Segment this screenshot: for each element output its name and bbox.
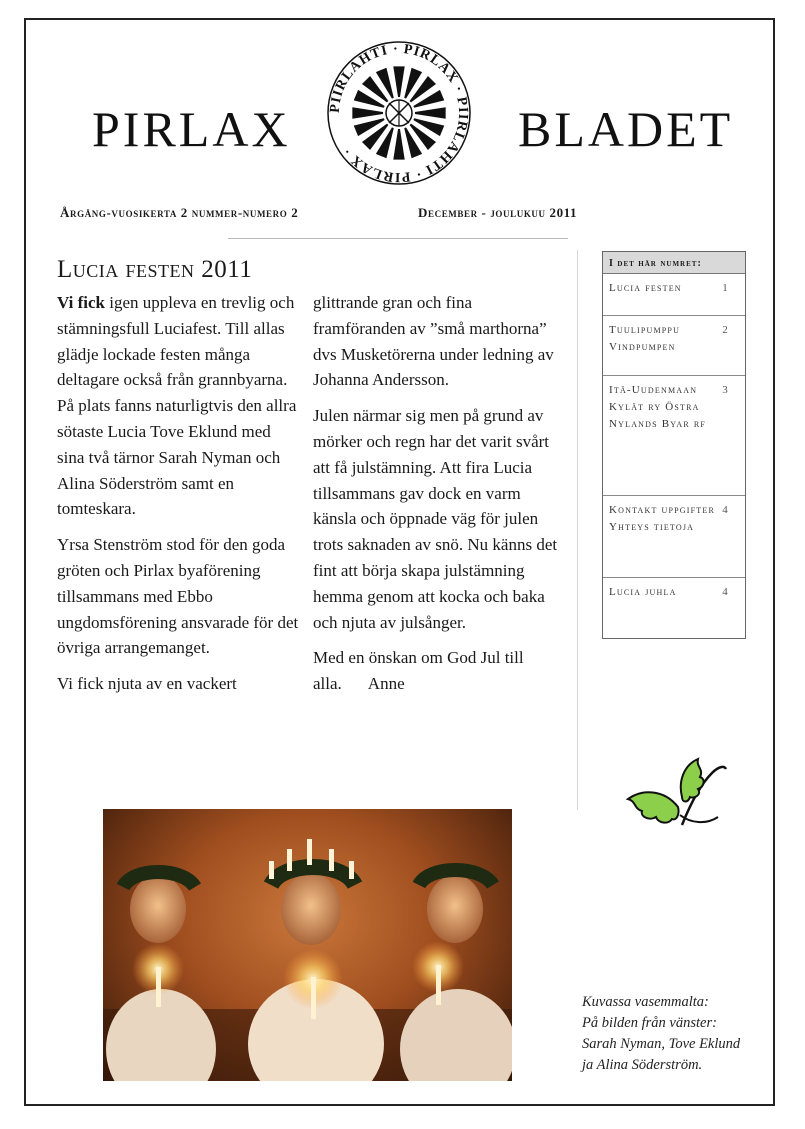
toc-item[interactable]	[603, 274, 745, 316]
article-title: Lucia festen 2011	[57, 256, 253, 283]
toc-item-page: 4	[722, 504, 729, 516]
header-divider	[228, 238, 568, 239]
masthead-left-title: PIRLAX	[92, 101, 291, 157]
issue-date-line: December - joulukuu 2011	[418, 205, 578, 220]
toc-item-page: 4	[722, 586, 729, 598]
article-text: igen uppleva en trevlig och stämningsfull Luciafest. Till allas glädje lockade festen många deltagare också från grannbyarna. På plats fanns naturligtvis den allra sötaste Lucia Tove Eklund med sina två tärnor Sarah Nyman och Alina Söderström samt en tomteskara.	[57, 293, 297, 519]
caption-line: Kuvassa vasemmalta:	[582, 994, 709, 1010]
toc-item-label: Lucia juhla	[609, 586, 677, 598]
article-column-1	[57, 290, 302, 707]
windmill-logo-icon	[326, 40, 472, 186]
toc-item-label: Itä-Uudenmaan Kylät ry Östra Nylands Byar rf	[609, 384, 707, 430]
lucia-photo	[103, 809, 512, 1081]
windmill-blade	[352, 107, 383, 118]
logo-ring-text: PIIRLAHTI · PIRLAX · PIIRLAHTI · PIRLAX ·	[327, 41, 471, 185]
toc-item[interactable]	[603, 496, 745, 578]
article-paragraph: Vi fick njuta av en vackert	[57, 674, 237, 694]
toc-item[interactable]	[603, 578, 745, 638]
lucia-photo-illustration	[103, 809, 512, 1081]
toc-item[interactable]	[603, 376, 745, 496]
toc-item-page: 1	[722, 282, 729, 294]
table-of-contents	[602, 251, 746, 639]
photo-caption	[582, 992, 740, 1076]
article-paragraph: Julen närmar sig men på grund av mörker och regn har det varit svårt att få julstämning. Att fira Lucia tillsammans gav dock en varm känsla och öppnade väg för julen trots saknaden av snö. Nu känns det fint att börja skapa julstämning hemma genom att kocka och baka och njuta av julsånger.	[313, 406, 558, 632]
caption-line: Sarah Nyman, Tove Eklund	[582, 1036, 741, 1052]
toc-item-label: Tuulipumppu Vindpumpen	[609, 324, 681, 353]
column-divider	[577, 250, 578, 810]
article-signoff: Anne	[367, 674, 405, 694]
article-text: Med en önskan om God Jul till alla.	[313, 648, 524, 694]
article-column-2	[313, 290, 565, 707]
caption-line: På bilden från vänster:	[582, 1015, 717, 1031]
caption-line: ja Alina Söderström.	[582, 1057, 703, 1073]
leaf-decoration-icon	[620, 755, 730, 833]
article-lead: Vi fick	[57, 293, 106, 312]
issue-volume-line: Årgång-vuosikerta 2 nummer-numero 2	[60, 205, 299, 220]
windmill-blade	[393, 66, 404, 97]
windmill-blade	[415, 107, 446, 118]
article-paragraph	[57, 290, 302, 522]
toc-item-label: Lucia festen	[609, 282, 682, 294]
article-paragraph: glittrande gran och fina framföranden av ”små marthorna” dvs Musketörerna under ledning av Johanna Andersson.	[313, 293, 554, 390]
masthead-right-title: BLADET	[518, 101, 734, 157]
toc-item-label: Kontakt uppgifter Yhteys tietoja	[609, 504, 716, 533]
toc-item-page: 3	[722, 384, 729, 396]
toc-header: I det här numret:	[603, 252, 745, 274]
windmill-blade	[393, 129, 404, 160]
article-paragraph: Yrsa Stenström stod för den goda gröten och Pirlax byaförening tillsammans med Ebbo ungdomsförening ansvarade för det övriga arrangemanget.	[57, 535, 299, 658]
toc-item[interactable]	[603, 316, 745, 376]
article-paragraph	[313, 645, 565, 697]
toc-item-page: 2	[722, 324, 729, 336]
